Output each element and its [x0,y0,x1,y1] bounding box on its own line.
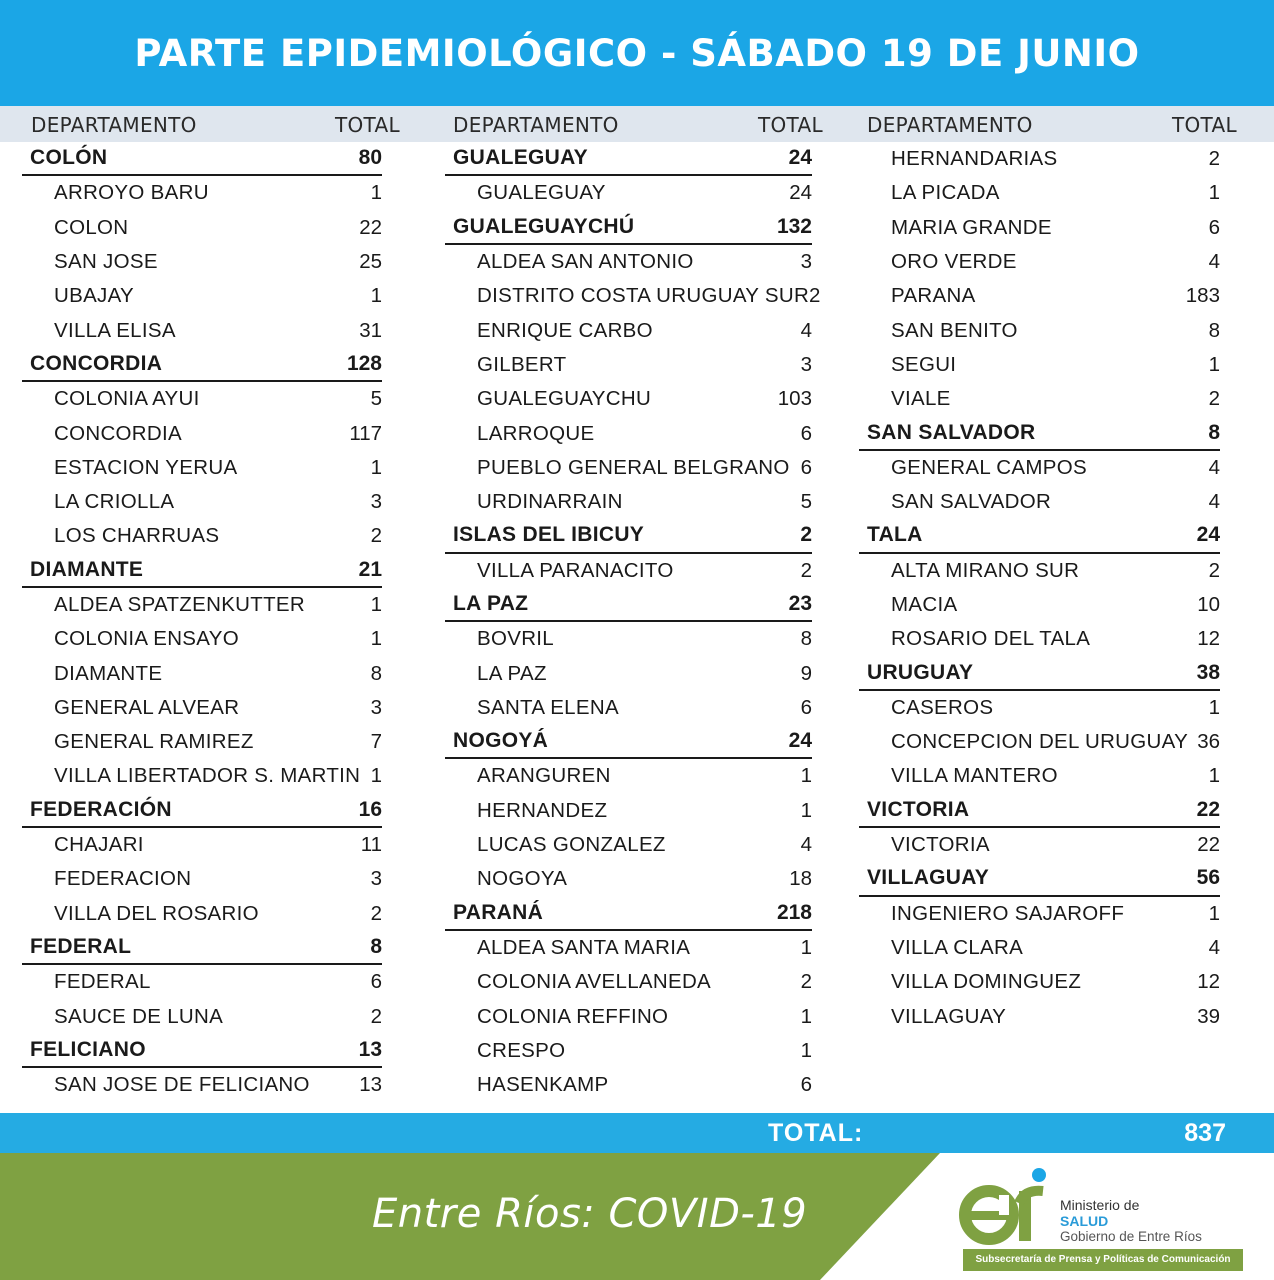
locality-name: HERNANDEZ [477,798,608,822]
locality-row [445,554,812,588]
department-name: CONCORDIA [30,351,163,375]
locality-row [22,725,382,759]
locality-total: 2 [1208,147,1220,171]
department-total: 13 [358,1037,382,1061]
locality-total: 25 [359,250,382,274]
locality-total: 3 [370,695,382,719]
locality-name: ENRIQUE CARBO [477,318,653,342]
locality-name: LARROQUE [477,421,595,445]
department-total: 24 [1196,523,1220,547]
locality-total: 5 [800,490,812,514]
locality-name: LA PAZ [477,661,547,685]
locality-name: MARIA GRANDE [891,215,1052,239]
locality-row [859,211,1220,245]
locality-name: ALDEA SPATZENKUTTER [54,593,305,616]
er-logo-icon [959,1165,1049,1247]
locality-total: 9 [800,661,812,685]
department-total: 38 [1196,660,1220,684]
locality-name: CHAJARI [54,833,144,857]
logo-gobierno: Gobierno de Entre Ríos [1060,1229,1202,1244]
locality-row [445,451,812,485]
locality-total: 117 [349,421,382,445]
department-name: FEDERACIÓN [30,797,172,821]
locality-total: 4 [1208,935,1220,959]
department-name: URUGUAY [867,660,974,684]
locality-row [445,691,812,725]
locality-name: FEDERAL [54,970,151,994]
locality-total: 183 [1185,284,1220,308]
locality-row [445,313,812,347]
locality-row [859,451,1220,485]
locality-name: VILLA MANTERO [891,764,1058,788]
locality-row [445,828,812,862]
locality-name: SAN JOSE [54,250,158,274]
locality-name: VIALE [891,387,951,411]
department-total: 8 [1208,420,1220,444]
department-total: 132 [776,214,812,238]
locality-row [859,965,1220,999]
locality-total: 1 [800,1038,812,1062]
locality-row [445,931,812,965]
department-total: 24 [788,729,812,753]
locality-total: 6 [1208,215,1220,239]
locality-row [22,828,382,862]
department-total: 8 [370,934,382,958]
department-total: 22 [1196,797,1220,821]
locality-total: 18 [789,867,812,891]
locality-total: 1 [370,764,382,788]
locality-name: SAN JOSE DE FELICIANO [54,1073,310,1097]
department-name: ISLAS DEL IBICUY [453,523,645,547]
locality-total: 3 [370,867,382,891]
locality-total: 6 [800,455,812,479]
locality-total: 3 [800,250,812,274]
locality-name: HASENKAMP [477,1073,609,1097]
department-row [22,348,382,382]
locality-row [22,279,382,313]
locality-row [859,622,1220,656]
locality-row [445,999,812,1033]
locality-total: 1 [1208,901,1220,925]
department-row [859,416,1220,450]
locality-name: GILBERT [477,352,567,376]
locality-total: 1 [1208,764,1220,788]
department-name: NOGOYÁ [453,729,549,753]
locality-row [22,965,382,999]
department-total: 2 [800,523,812,547]
column-2 [445,142,821,1102]
locality-name: COLONIA REFFINO [477,1004,669,1028]
department-row [445,519,812,553]
total-bar [0,1113,1274,1153]
locality-total: 4 [800,833,812,857]
locality-name: VILLA ELISA [54,318,176,342]
locality-row [22,176,382,210]
header-departamento: DEPARTAMENTO [31,113,197,137]
locality-name: GENERAL CAMPOS [891,455,1087,479]
locality-total: 1 [1208,181,1220,205]
locality-total: 39 [1197,1004,1220,1028]
locality-name: INGENIERO SAJAROFF [891,901,1125,925]
locality-row [445,485,812,519]
locality-row [859,931,1220,965]
locality-name: SEGUI [891,352,957,376]
locality-name: CONCEPCION DEL URUGUAY [891,730,1189,754]
department-name: TALA [867,523,923,547]
locality-total: 6 [800,1073,812,1097]
locality-total: 6 [800,695,812,719]
department-row [22,931,382,965]
locality-row [445,794,812,828]
locality-total: 1 [800,1004,812,1028]
locality-row [445,1068,812,1102]
locality-total: 8 [1208,318,1220,342]
locality-total: 6 [370,970,382,994]
locality-row [859,554,1220,588]
locality-name: COLON [54,215,129,239]
locality-name: ALDEA SANTA MARIA [477,935,691,959]
department-name: GUALEGUAYCHÚ [453,214,635,238]
locality-total: 2 [1208,387,1220,411]
locality-row [859,348,1220,382]
locality-row [445,1034,812,1068]
page-title: PARTE EPIDEMIOLÓGICO - SÁBADO 19 DE JUNIO [0,0,1274,106]
locality-name: GUALEGUAYCHU [477,387,652,411]
department-row [445,897,812,931]
locality-total: 4 [1208,490,1220,514]
locality-name: VILLA CLARA [891,935,1024,959]
locality-row [445,279,821,313]
locality-total: 7 [370,730,382,754]
locality-name: VILLA LIBERTADOR S. MARTIN [54,764,361,788]
department-total: 218 [776,900,812,924]
locality-name: ROSARIO DEL TALA [891,627,1091,651]
locality-total: 24 [789,181,812,205]
locality-name: VICTORIA [891,833,990,857]
locality-total: 1 [1208,352,1220,376]
locality-row [859,279,1220,313]
locality-row [445,622,812,656]
locality-name: ORO VERDE [891,250,1017,274]
column-3 [859,142,1220,1034]
locality-row [859,999,1220,1033]
locality-name: PARANA [891,284,976,308]
locality-total: 2 [1208,558,1220,582]
locality-name: SAN SALVADOR [891,490,1052,514]
header-total: TOTAL [1172,113,1237,137]
locality-row [22,897,382,931]
locality-row [22,862,382,896]
department-name: SAN SALVADOR [867,420,1036,444]
locality-row [859,176,1220,210]
locality-total: 8 [800,627,812,651]
locality-name: FEDERACION [54,867,192,891]
locality-name: LUCAS GONZALEZ [477,833,666,857]
locality-row [859,142,1220,176]
locality-row [445,862,812,896]
locality-row [22,656,382,690]
locality-total: 1 [370,284,382,308]
locality-total: 8 [370,661,382,685]
department-row [22,554,382,588]
locality-total: 2 [800,970,812,994]
department-total: 24 [788,146,812,170]
column-1 [22,142,382,1102]
locality-row [445,416,812,450]
locality-name: CRESPO [477,1038,566,1062]
header-departamento: DEPARTAMENTO [867,113,1033,137]
locality-total: 36 [1197,730,1220,754]
locality-row [445,656,812,690]
department-name: COLÓN [30,146,108,170]
locality-total: 1 [370,455,382,479]
locality-total: 2 [800,558,812,582]
total-label: TOTAL: [768,1119,864,1147]
locality-name: DISTRITO COSTA URUGUAY SUR [477,284,810,308]
locality-row [22,313,382,347]
locality-row [859,313,1220,347]
table-header [0,106,1274,142]
locality-total: 2 [370,524,382,548]
locality-name: SAUCE DE LUNA [54,1004,224,1028]
department-row [859,519,1220,553]
locality-name: VILLA DOMINGUEZ [891,970,1082,994]
department-row [445,211,812,245]
locality-name: GUALEGUAY [477,181,606,205]
locality-total: 103 [777,387,812,411]
locality-name: COLONIA AYUI [54,387,200,411]
locality-total: 10 [1197,593,1220,616]
locality-total: 1 [1208,695,1220,719]
locality-total: 6 [800,421,812,445]
total-value: 837 [1184,1119,1226,1147]
locality-row [859,588,1220,622]
locality-total: 12 [1197,627,1220,651]
locality-row [22,485,382,519]
locality-total: 1 [800,764,812,788]
locality-name: BOVRIL [477,627,554,651]
locality-name: VILLA DEL ROSARIO [54,901,259,925]
locality-total: 4 [800,318,812,342]
locality-name: ALTA MIRANO SUR [891,558,1080,582]
header-total: TOTAL [758,113,823,137]
locality-name: LA PICADA [891,181,1000,205]
footer-slogan: Entre Ríos: COVID-19 [372,1191,808,1237]
locality-name: CONCORDIA [54,421,182,445]
locality-row [445,245,812,279]
locality-row [445,759,812,793]
locality-total: 1 [370,627,382,651]
locality-row [859,725,1220,759]
header-total: TOTAL [335,113,400,137]
department-total: 128 [346,351,382,375]
locality-name: LA CRIOLLA [54,490,175,514]
locality-row [22,416,382,450]
department-total: 56 [1196,866,1220,890]
locality-row [22,451,382,485]
locality-row [22,999,382,1033]
locality-name: MACIA [891,593,958,616]
department-row [859,862,1220,896]
locality-row [22,211,382,245]
locality-row [445,965,812,999]
locality-total: 2 [370,1004,382,1028]
locality-name: COLONIA AVELLANEDA [477,970,712,994]
locality-row [445,348,812,382]
department-total: 21 [358,557,382,581]
locality-name: GENERAL ALVEAR [54,695,240,719]
department-row [22,794,382,828]
department-name: VICTORIA [867,797,970,821]
locality-row [22,588,382,622]
department-name: LA PAZ [453,592,529,615]
locality-row [859,759,1220,793]
locality-total: 2 [370,901,382,925]
locality-name: VILLA PARANACITO [477,558,674,582]
locality-name: ARROYO BARU [54,181,209,205]
department-name: FELICIANO [30,1037,146,1061]
locality-name: SAN BENITO [891,318,1018,342]
locality-row [859,485,1220,519]
locality-name: LOS CHARRUAS [54,524,220,548]
locality-row [859,691,1220,725]
locality-name: CASEROS [891,695,994,719]
locality-name: ALDEA SAN ANTONIO [477,250,694,274]
locality-total: 5 [370,387,382,411]
department-name: GUALEGUAY [453,146,588,170]
locality-row [22,622,382,656]
department-name: DIAMANTE [30,557,144,581]
locality-name: NOGOYA [477,867,568,891]
department-name: VILLAGUAY [867,866,990,890]
logo-ministerio: Ministerio de [1060,1197,1140,1213]
logo-salud: SALUD [1060,1213,1109,1229]
locality-total: 13 [359,1073,382,1097]
locality-total: 3 [800,352,812,376]
department-row [859,794,1220,828]
locality-row [22,1068,382,1102]
department-row [859,656,1220,690]
locality-name: ESTACION YERUA [54,455,238,479]
locality-name: ARANGUREN [477,764,611,788]
locality-name: HERNANDARIAS [891,147,1058,171]
locality-row [445,382,812,416]
locality-total: 3 [370,490,382,514]
locality-total: 1 [800,798,812,822]
department-row [445,142,812,176]
locality-row [859,828,1220,862]
locality-total: 1 [370,593,382,616]
locality-name: GENERAL RAMIREZ [54,730,254,754]
header-departamento: DEPARTAMENTO [453,113,619,137]
ministry-logo [955,1161,1255,1276]
locality-total: 12 [1197,970,1220,994]
locality-name: COLONIA ENSAYO [54,627,239,651]
locality-total: 22 [359,215,382,239]
locality-name: SANTA ELENA [477,695,619,719]
locality-row [859,897,1220,931]
locality-row [22,382,382,416]
department-name: PARANÁ [453,900,544,924]
locality-row [445,176,812,210]
locality-total: 4 [1208,455,1220,479]
locality-total: 22 [1197,833,1220,857]
locality-name: DIAMANTE [54,661,163,685]
locality-row [22,245,382,279]
footer [0,1153,1274,1280]
locality-name: UBAJAY [54,284,135,308]
locality-total: 1 [370,181,382,205]
locality-row [859,382,1220,416]
logo-text [1060,1197,1202,1245]
department-total: 80 [358,146,382,170]
subsecretaria-label: Subsecretaría de Prensa y Políticas de Comunicación [963,1249,1243,1271]
locality-row [859,245,1220,279]
department-total: 23 [788,592,812,615]
department-row [445,725,812,759]
locality-total: 2 [809,284,821,308]
department-row [22,1034,382,1068]
locality-name: PUEBLO GENERAL BELGRANO [477,455,790,479]
locality-name: VILLAGUAY [891,1004,1007,1028]
locality-total: 1 [800,935,812,959]
department-total: 16 [358,797,382,821]
locality-row [22,691,382,725]
locality-row [22,519,382,553]
locality-name: URDINARRAIN [477,490,623,514]
department-name: FEDERAL [30,934,132,958]
locality-total: 4 [1208,250,1220,274]
locality-row [22,759,382,793]
department-row [22,142,382,176]
department-row [445,588,812,622]
locality-total: 11 [360,833,382,857]
locality-total: 31 [359,318,382,342]
